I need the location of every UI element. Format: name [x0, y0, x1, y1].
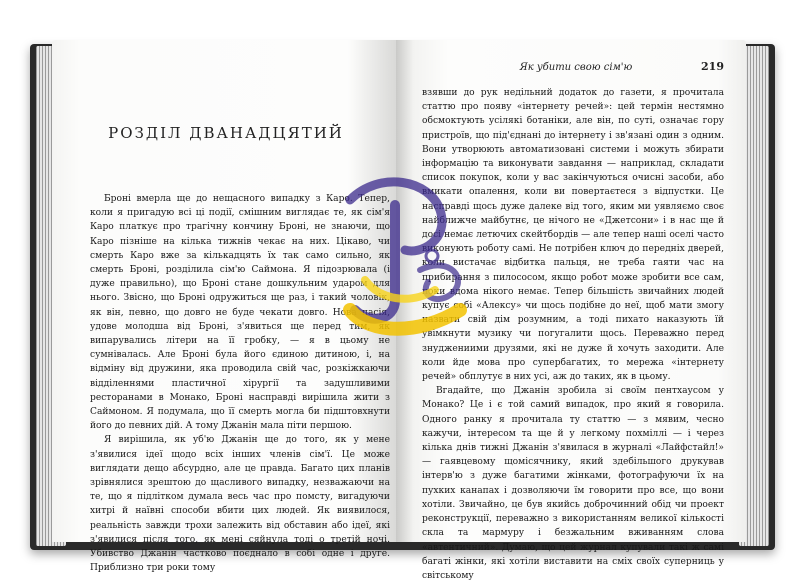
running-head: Як убити свою сім'ю — [519, 62, 633, 73]
left-page-body — [90, 192, 390, 575]
left-page — [52, 40, 400, 574]
right-page-body — [422, 86, 724, 583]
paragraph: Вгадайте, що Джанін зробила зі своїм пентхаусом у Монако? Це і є той самий випадок, про який я говорила. Одного ранку я прочитала ту статтю — з мявим, чесно кажучи, інтересом та ще й у легкому похміллі — і через кілька днів тижні Джанін з'явилася в журналі «Лайфстайл!» — гаявцевому щомісячнику, який здебільшого друкував інтерв'ю з дуже багатими жінками, фотографуючи їх на пухких канапах і дозволяючи їм говорити про все, що вони хотіли. Звичайно, це був якийсь доброчинний обід чи проект реконструкції, переважно з використанням великої кількості скла та мармуру і безжальним вживанням слова «автентичний». Думаю, що цей журнал купували такі ж самі багаті жінки, які хотіли виставити на сміх своїх суперниць у світському — [422, 386, 724, 581]
paragraph: Я вирішила, як уб'ю Джанін ще до того, як у мене з'явилися ідеї щодо всіх інших членів сім'ї. Це може виглядати дещо абсурдно, але це правда. Багато цих планів зрівнялися зрештою до щасливого випадку, незважаючи на те, що я підлітком думала весь час про помсту, вигадуючи хитрі й наївні способи вбити цих людей. Як виявилося, реальність завжди трохи залежить від обставин або ідеї, які з'явилися після того, як мені сяйнула тоді о третій ночі. Убивство Джанін частково поєднало в собі одне і друге. Приблизно три роки тому — [90, 435, 390, 574]
chapter-title: РОЗДІЛ ДВАНАДЦЯТИЙ — [108, 124, 344, 142]
right-page — [396, 40, 746, 581]
page-number: 219 — [701, 60, 724, 73]
paragraph: взявши до рук недільний додаток до газети, я прочитала статтю про появу «інтернету речей»: цей термін нестямно обсмоктують усілякі ботаніки, але він, по суті, означає гору пристроїв, що під'єднані до інтернету і зв'язані один з одним. Вони утворюють автоматизовані системи і можуть збирати інформацію та виконувати завдання — наприклад, складати список покупок, коли у вас закінчуються очисні засоби, або вмикати опалення, коли ви повертаєтеся з відпустки. Це насправді щось дуже далеке від того, яким ми уявляємо своє найближче майбутнє, це нічого не «Джетсони» і в нас ще й досі немає летючих скейтбордів — але тепер наші оселі часто виконують роботу самі. Не потрібен ключ до передніх дверей, коли вистачає відбитка пальця, не треба гаяти час на прибирання з пилососом, якщо робот може зробити все сам, поки вдома нікого немає. Тепер більшість звичайних людей купує собі «Алексу» чи щось подібне до неї, щоб мати змогу назвати свій дім розумним, а тоді пихато наказують їй увімкнути музику чи погугалити щось. Переважно перед знуджениими друзями, які не дуже й хочуть заходити. Але коли йде мова про супербагатих, то мережа «інтернету речей» обплутує в них усі, аж до таких, як в цьому. — [422, 88, 724, 383]
open-book — [30, 30, 775, 581]
paragraph: Броні вмерла ще до нещасного випадку з Каро. Тепер, коли я пригадую всі ці події, смішним виглядає те, як сім'я Каро платкує про трагічну кончину Броні, не знаючи, що Каро пізніше на кілька тижнів чекає на них. Цікаво, чи смерть Каро вже за кількадцять їх так само сильно, як смерть Броні, розділила сім'ю Саймона. Я підозрювала (і дуже правильно), що Броні стане дошкульним ударом для нього. Звісно, що Броні одружиться ще раз, і такий чоловік, як він, певно, що довго не буде чекати довго. Нова пасія, удове молодша від Броні, з'явиться ще перед тим, як випарувались літери на її гробку, — я в цьому не сумнівалась. Але Броні була його єдиною дитиною, і, на відміну від дружини, яка проводила свій час, розкіжкаючи відділеннями пластичної хірургії та задушливими ресторанами в Монако, Броні насправді вирішила жити з Саймоном. Я подумала, що її смерть могла би підштовхнути його до певних дій. А тому Джанін мала піти першою. — [90, 194, 390, 432]
